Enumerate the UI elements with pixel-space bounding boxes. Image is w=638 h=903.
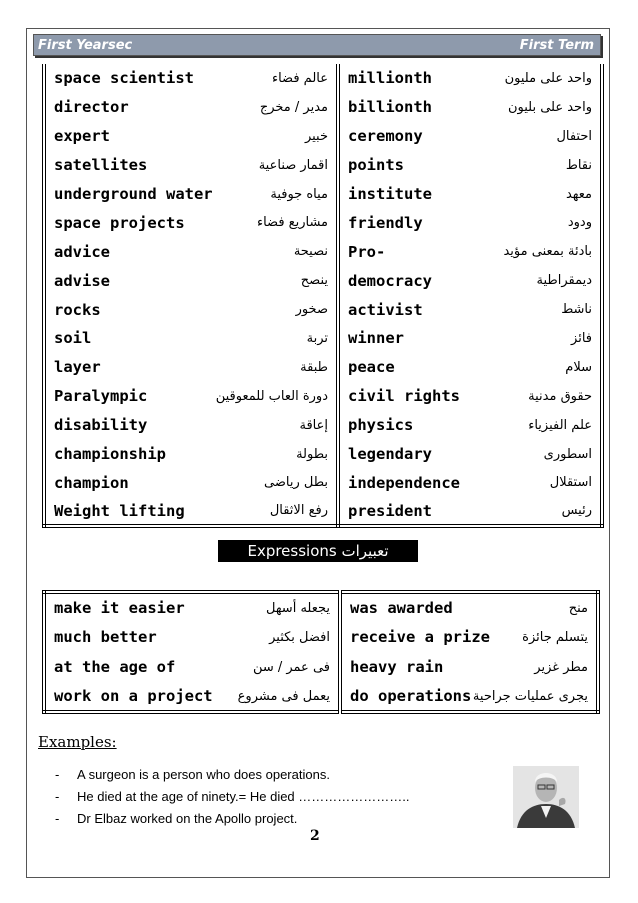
- header-level-label: First Yearsec: [38, 38, 133, 53]
- english-term: layer: [44, 353, 228, 382]
- vocab-row: [44, 497, 602, 526]
- arabic-translation: تربة: [228, 324, 338, 353]
- english-term: space scientist: [44, 64, 228, 93]
- arabic-translation: واحد على بليون: [498, 93, 602, 122]
- example-dash: -: [55, 767, 60, 782]
- arabic-translation: يجرى عمليات جراحية: [472, 688, 588, 704]
- english-term: space projects: [44, 208, 228, 237]
- arabic-translation: بطل رياضى: [228, 468, 338, 497]
- arabic-translation: عالم فضاء: [228, 64, 338, 93]
- arabic-translation: يتسلم جائزة: [522, 629, 588, 645]
- english-term: ceremony: [348, 127, 423, 146]
- arabic-translation: نصيحة: [228, 237, 338, 266]
- vocab-row: [44, 411, 602, 440]
- arabic-translation: مدير / مخرج: [228, 93, 338, 122]
- english-term: billionth: [348, 98, 432, 117]
- english-term: satellites: [44, 151, 228, 180]
- arabic-translation: نقاط: [498, 151, 602, 180]
- english-term: winner: [348, 329, 404, 348]
- header-bar: [33, 34, 601, 56]
- english-term: president: [338, 497, 498, 526]
- expression-row: [44, 592, 598, 622]
- vocab-row: [44, 468, 602, 497]
- english-term: friendly: [348, 213, 423, 232]
- example-text: He died at the age of ninety.= He died ……………………..: [77, 789, 410, 804]
- arabic-translation: يجعله أسهل: [244, 592, 340, 622]
- english-term: independence: [348, 473, 460, 492]
- header-term-label: First Term: [519, 38, 594, 53]
- english-term: championship: [44, 440, 228, 469]
- english-term: Paralympic: [44, 382, 228, 411]
- vocab-row: [44, 266, 602, 295]
- english-term: advise: [44, 266, 228, 295]
- vocab-row: [44, 295, 602, 324]
- arabic-translation: يعمل فى مشروع: [244, 682, 340, 712]
- arabic-translation: سلام: [498, 353, 602, 382]
- example-item: [55, 786, 410, 808]
- example-text: A surgeon is a person who does operations.: [77, 767, 330, 782]
- english-term: heavy rain: [350, 658, 444, 676]
- example-dash: -: [55, 811, 60, 826]
- arabic-translation: مشاريع فضاء: [228, 208, 338, 237]
- portrait-photo: [513, 766, 579, 828]
- english-term: at the age of: [54, 658, 176, 676]
- vocab-row: [44, 440, 602, 469]
- english-term: make it easier: [54, 599, 185, 617]
- vocab-row: [44, 324, 602, 353]
- example-item: [55, 764, 410, 786]
- arabic-translation: خبير: [228, 122, 338, 151]
- english-term: receive a prize: [350, 628, 490, 646]
- expression-row: [44, 682, 598, 712]
- english-term: was awarded: [350, 599, 453, 617]
- arabic-translation: منح: [568, 600, 588, 616]
- vocabulary-table: [42, 64, 604, 528]
- english-term: peace: [348, 358, 395, 377]
- english-term: democracy: [348, 271, 432, 290]
- english-term: institute: [348, 185, 432, 203]
- expression-row: [44, 652, 598, 682]
- arabic-translation: رفع الاثقال: [228, 497, 338, 526]
- arabic-translation: مياه جوفية: [228, 180, 338, 209]
- english-term: work on a project: [54, 687, 213, 705]
- arabic-translation: استقلال: [498, 468, 602, 497]
- arabic-translation: بادئة بمعنى مؤيد: [498, 237, 602, 266]
- arabic-translation: رئيس: [498, 497, 602, 526]
- example-item: [55, 808, 410, 830]
- english-term: underground water: [44, 180, 228, 209]
- examples-list: [55, 764, 410, 830]
- vocab-row: [44, 382, 602, 411]
- arabic-translation: اسطورى: [498, 440, 602, 469]
- english-term: expert: [44, 122, 228, 151]
- english-term: Weight lifting: [44, 497, 228, 526]
- arabic-translation: حقوق مدنية: [498, 382, 602, 411]
- expressions-table: [42, 590, 600, 714]
- vocab-row: [44, 93, 602, 122]
- english-term: director: [44, 93, 228, 122]
- vocab-row: [44, 208, 602, 237]
- vocab-row: [44, 237, 602, 266]
- english-term: disability: [44, 411, 228, 440]
- english-term: advice: [44, 237, 228, 266]
- expression-row: [44, 622, 598, 652]
- example-dash: -: [55, 789, 60, 804]
- vocab-row: [44, 64, 602, 93]
- english-term: points: [348, 156, 404, 175]
- vocab-row: [44, 151, 602, 180]
- arabic-translation: معهد: [498, 180, 602, 209]
- vocab-row: [44, 353, 602, 382]
- arabic-translation: ديمقراطية: [498, 266, 602, 295]
- english-term: rocks: [44, 295, 228, 324]
- arabic-translation: فائز: [498, 324, 602, 353]
- arabic-translation: افضل بكثير: [244, 622, 340, 652]
- arabic-translation: علم الفيزياء: [498, 411, 602, 440]
- arabic-translation: دورة العاب للمعوقين: [228, 382, 338, 411]
- arabic-translation: فى عمر / سن: [244, 652, 340, 682]
- english-term: much better: [54, 628, 157, 646]
- english-term: physics: [348, 416, 414, 435]
- english-term: activist: [348, 300, 423, 319]
- english-term: legendary: [348, 445, 432, 464]
- english-term: champion: [44, 468, 228, 497]
- example-text: Dr Elbaz worked on the Apollo project.: [77, 811, 298, 826]
- arabic-translation: اقمار صناعية: [228, 151, 338, 180]
- english-term: soil: [44, 324, 228, 353]
- expressions-title: Expressions تعبيرات: [218, 540, 418, 562]
- arabic-translation: بطولة: [228, 440, 338, 469]
- arabic-translation: ينصح: [228, 266, 338, 295]
- arabic-translation: واحد على مليون: [498, 64, 602, 93]
- vocab-row: [44, 180, 602, 209]
- arabic-translation: ناشط: [498, 295, 602, 324]
- arabic-translation: طبقة: [228, 353, 338, 382]
- english-term: do operations: [350, 687, 472, 705]
- page-number: 2: [310, 828, 320, 844]
- vocab-row: [44, 122, 602, 151]
- arabic-translation: إعاقة: [228, 411, 338, 440]
- examples-heading: Examples:: [38, 733, 117, 751]
- english-term: civil rights: [348, 387, 460, 406]
- arabic-translation: احتفال: [498, 122, 602, 151]
- english-term: millionth: [348, 69, 432, 88]
- arabic-translation: ودود: [498, 208, 602, 237]
- arabic-translation: صخور: [228, 295, 338, 324]
- english-term: Pro-: [348, 242, 386, 261]
- arabic-translation: مطر غزير: [534, 659, 588, 675]
